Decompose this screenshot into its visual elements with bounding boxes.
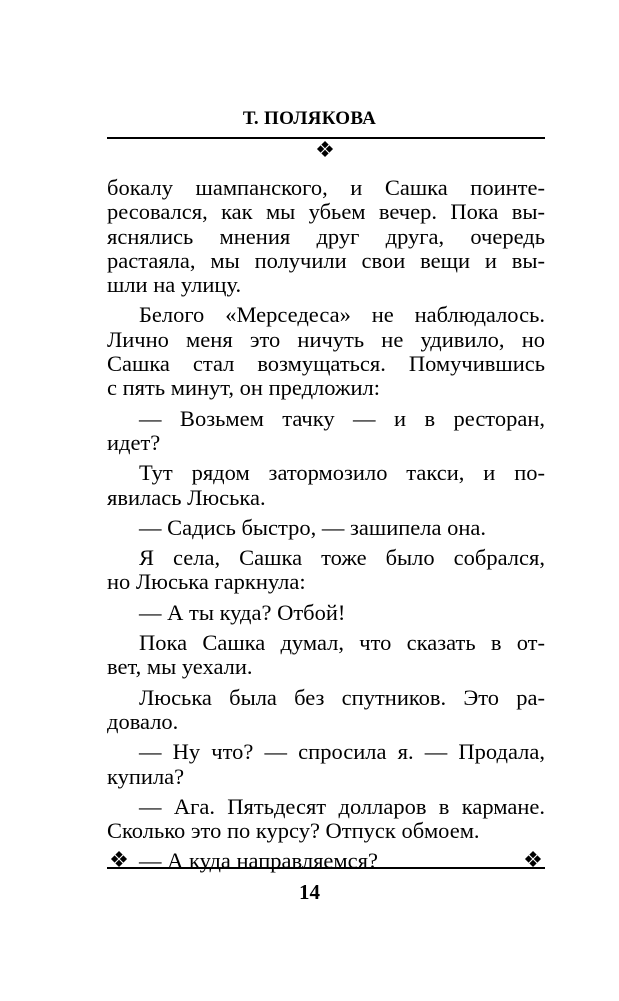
text-line: с пять минут, он предложил: (107, 376, 381, 401)
text-line: — А ты куда? Отбой! (139, 600, 346, 625)
text-line: явилась Люська. (107, 485, 266, 510)
running-header: Т. ПОЛЯКОВА (242, 108, 377, 129)
text-line: но Люська гаркнула: (107, 570, 306, 595)
text-line: купила? (107, 764, 185, 789)
text-line: Сашка стал возмущаться. Помучившись (107, 352, 545, 377)
text-line: довало. (107, 709, 179, 734)
text-line: вет, мы уехали. (107, 655, 253, 680)
text-line: яснялись мнения друг друга, очередь (107, 224, 545, 249)
text-line: — А куда направляемся? (139, 849, 378, 874)
text-line: Люська была без спутников. Это ра- (139, 685, 545, 710)
text-line: — Садись быстро, — зашипела она. (139, 515, 487, 540)
text-line: — Возьмем тачку — и в ресторан, (139, 406, 545, 431)
header-ornament-icon: ❖ (315, 137, 335, 162)
body-text (107, 176, 545, 874)
text-line: — Ну что? — спросила я. — Продала, (139, 740, 545, 765)
footer-ornament-right-icon: ❖ (523, 847, 543, 872)
text-line: шли на улицу. (107, 273, 242, 298)
text-line: Пока Сашка думал, что сказать в от- (139, 631, 545, 656)
text-line: Белого «Мерседеса» не наблюдалось. (139, 303, 545, 328)
footer-rule (107, 867, 545, 869)
text-line: бокалу шампанского, и Сашка поинте- (107, 176, 545, 200)
text-line: Тут рядом затормозило такси, и по- (139, 461, 545, 486)
text-line: идет? (107, 430, 161, 455)
text-line: Я села, Сашка тоже было собрался, (139, 546, 545, 571)
text-line: растаяла, мы получили свои вещи и вы- (107, 248, 545, 273)
text-line: ресовался, как мы убьем вечер. Пока вы- (107, 200, 545, 225)
text-line: Лично меня это ничуть не удивило, но (107, 327, 545, 352)
page-number: 14 (299, 880, 320, 904)
footer-ornament-left-icon: ❖ (109, 847, 129, 872)
text-line: Сколько это по курсу? Отпуск обмоем. (107, 819, 480, 844)
text-line: — Ага. Пятьдесят долларов в кармане. (139, 794, 545, 819)
